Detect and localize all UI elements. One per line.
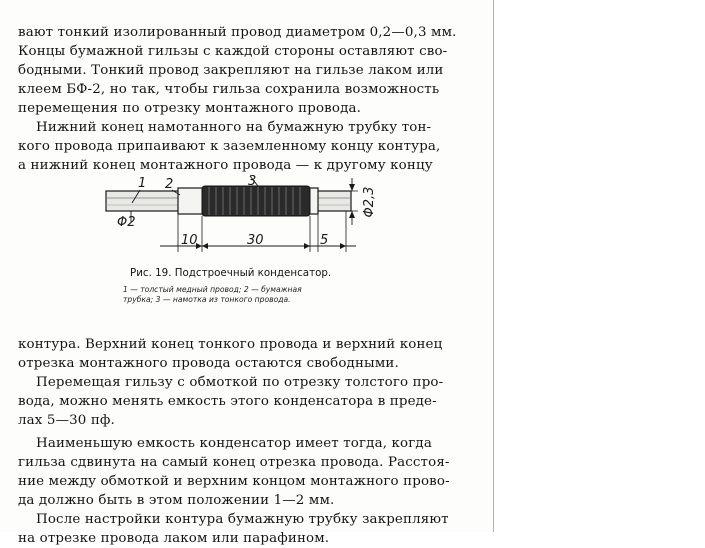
part1-label: 1 <box>138 176 147 191</box>
page-edge-divider <box>493 0 494 532</box>
text-line: клеем БФ-2, но так, чтобы гильза сохранила возможность <box>18 82 440 97</box>
legend-line: 1 — толстый медный провод; 2 — бумажная <box>123 285 302 294</box>
text-line: ние между обмоткой и верхним концом монтажного прово- <box>18 474 450 489</box>
legend-line: трубка; 3 — намотка из тонкого провода. <box>123 295 291 304</box>
part2-label: 2 <box>165 177 174 192</box>
text-line: на отрезке провода лаком или парафином. <box>18 531 330 546</box>
diameter-left-label: Φ2 <box>117 215 136 230</box>
text-line: лах 5—30 пф. <box>18 413 115 428</box>
text-line: Нижний конец намотанного на бумажную трубку тон- <box>36 120 432 135</box>
figure-caption: Рис. 19. Подстроечный конденсатор. <box>130 267 332 279</box>
dimension-10-label: 10 <box>181 233 198 248</box>
text-line: Наименьшую емкость конденсатор имеет тогда, когда <box>36 436 432 451</box>
dimension-5-label: 5 <box>320 233 329 248</box>
text-line: бодными. Тонкий провод закрепляют на гильзе лаком или <box>18 63 444 78</box>
text-line: После настройки контура бумажную трубку закрепляют <box>36 512 449 527</box>
part3-label: 3 <box>248 174 257 189</box>
dimension-30-label: 30 <box>247 233 264 248</box>
text-line: контура. Верхний конец тонкого провода и верхний конец <box>18 337 443 352</box>
text-line: Перемещая гильзу с обмоткой по отрезку толстого про- <box>36 375 444 390</box>
text-line: Концы бумажной гильзы с каждой стороны оставляют сво- <box>18 44 448 59</box>
text-line: а нижний конец монтажного провода — к другому концу <box>18 158 433 173</box>
figure-legend <box>123 285 383 305</box>
text-line: гильза сдвинута на самый конец отрезка провода. Расстоя- <box>18 455 450 470</box>
text-line: перемещения по отрезку монтажного провода. <box>18 101 362 116</box>
text-line: вода, можно менять емкость этого конденсатора в преде- <box>18 394 437 409</box>
diameter-right-label: Φ2,3 <box>362 186 377 218</box>
winding <box>202 186 310 216</box>
text-block-bottom <box>18 335 464 548</box>
text-line: кого провода припаивают к заземленному концу контура, <box>18 139 441 154</box>
text-line: вают тонкий изолированный провод диаметром 0,2—0,3 мм. <box>18 25 457 40</box>
text-line: да должно быть в этом положении 1—2 мм. <box>18 493 335 508</box>
text-line: отрезка монтажного провода остаются свободными. <box>18 356 399 371</box>
